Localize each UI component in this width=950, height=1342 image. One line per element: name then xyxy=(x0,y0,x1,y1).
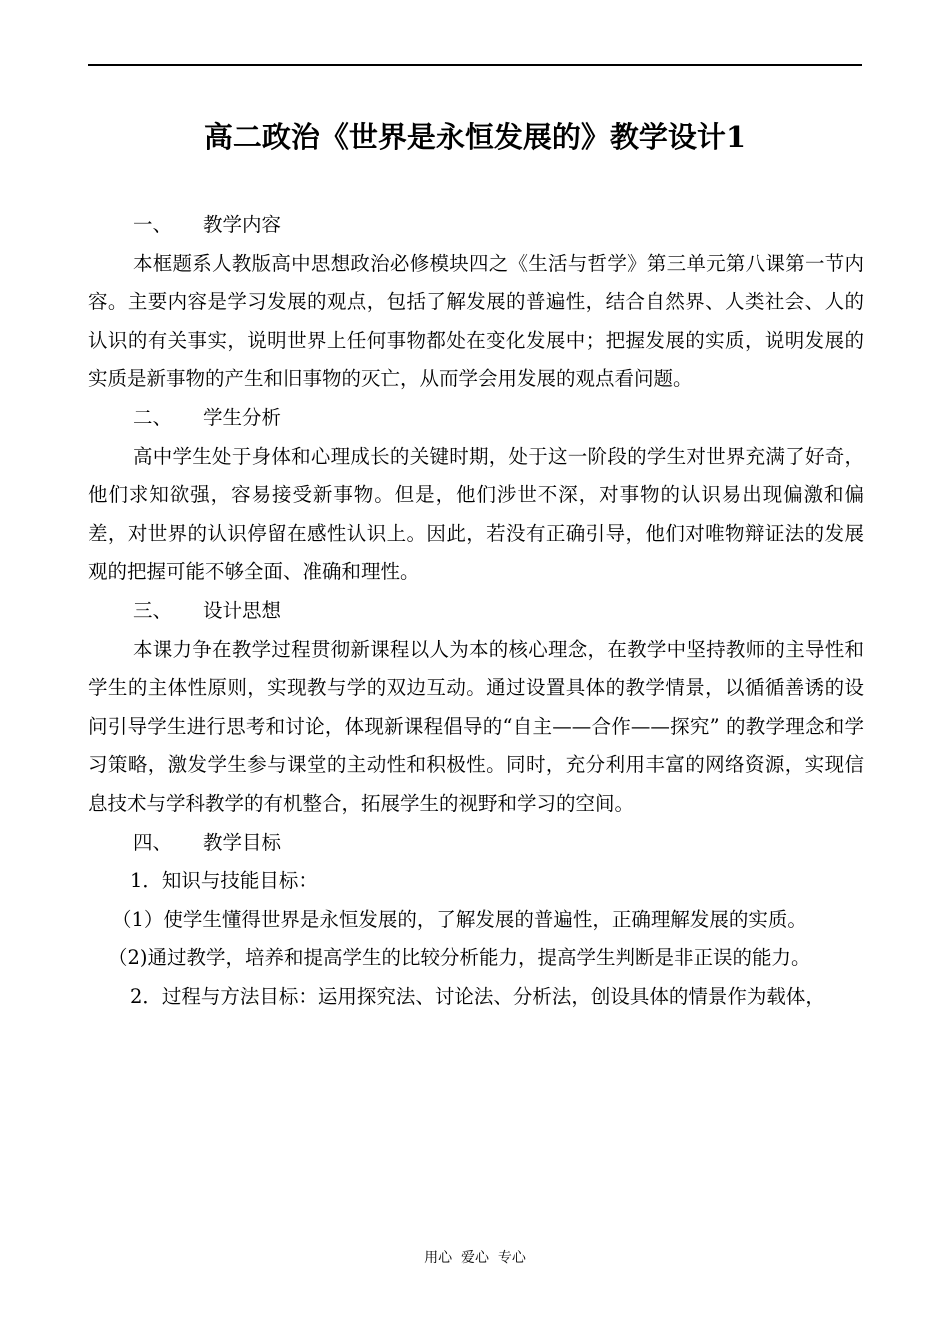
section-number: 三、 xyxy=(133,598,173,622)
section-heading xyxy=(88,206,864,245)
section-paragraph: 本框题系人教版高中思想政治必修模块四之《生活与哲学》第三单元第八课第一节内容。主要内容是学习发展的观点，包括了解发展的普遍性，结合自然界、人类社会、人的认识的有关事实，说明世界上任何事物都处在变化发展中；把握发展的实质，说明发展的实质是新事物的产生和旧事物的灭亡，从而学会用发展的观点看问题。 xyxy=(88,251,864,391)
section-heading-text: 教学目标 xyxy=(203,830,282,854)
objective-item: （1）使学生懂得世界是永恒发展的，了解发展的普遍性，正确理解发展的实质。 xyxy=(112,907,807,931)
section-heading xyxy=(88,592,864,631)
document-title: 高二政治《世界是永恒发展的》教学设计1 xyxy=(203,120,747,154)
objective-label: 2．过程与方法目标：运用探究法、讨论法、分析法，创设具体的情景作为载体， xyxy=(130,984,825,1008)
section-heading xyxy=(88,824,864,863)
section-heading-text: 学生分析 xyxy=(203,405,282,429)
section-number: 四、 xyxy=(133,830,173,854)
section-heading xyxy=(88,399,864,438)
objective-label: 1．知识与技能目标： xyxy=(130,869,318,893)
section-paragraph: 本课力争在教学过程贯彻新课程以人为本的核心理念，在教学中坚持教师的主导性和学生的主体性原则，实现教与学的双边互动。通过设置具体的教学情景，以循循善诱的设问引导学生进行思考和讨论，体现新课程倡导的“自主——合作——探究” 的教学理念和学习策略，激发学生参与课堂的主动性和积极性。同时，充分利用丰富的网络资源，实现信息技术与学科教学的有机整合，拓展学生的视野和学习的空间。 xyxy=(88,637,864,815)
section-heading-text: 教学内容 xyxy=(203,213,282,236)
section-heading-text: 设计思想 xyxy=(203,598,282,622)
section-paragraph: 高中学生处于身体和心理成长的关键时期，处于这一阶段的学生对世界充满了好奇，他们求知欲强，容易接受新事物。但是，他们涉世不深，对事物的认识易出现偏激和偏差，对世界的认识停留在感性认识上。因此，若没有正确引导，他们对唯物辩证法的发展观的把握可能不够全面、准确和理性。 xyxy=(88,444,864,584)
objective-item: （2)通过教学，培养和提高学生的比较分析能力，提高学生判断是非正误的能力。 xyxy=(108,946,811,970)
section-number: 二、 xyxy=(133,405,173,429)
document-body xyxy=(88,206,864,1016)
page-footer: 用心 爱心 专心 xyxy=(424,1250,526,1266)
section-number: 一、 xyxy=(133,213,173,236)
header-rule xyxy=(88,64,862,66)
